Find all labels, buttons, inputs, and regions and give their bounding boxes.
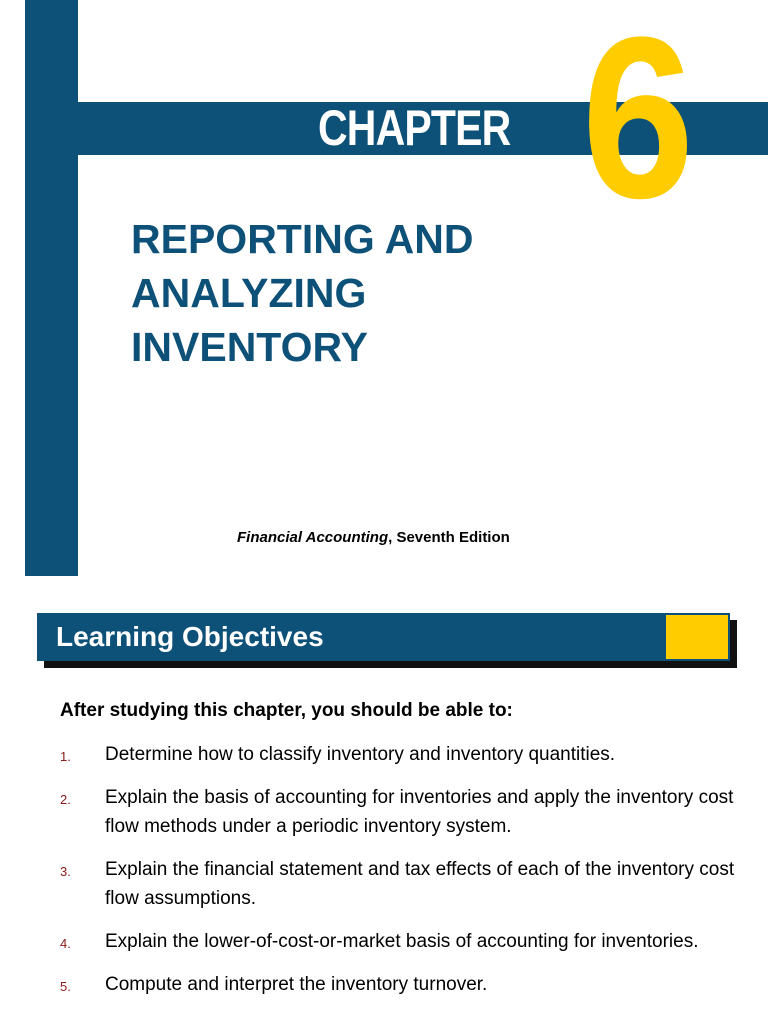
list-item — [60, 740, 750, 769]
objectives-list — [60, 740, 750, 1013]
item-text: Explain the lower-of-cost-or-market basis of accounting for inventories. — [105, 931, 699, 952]
chapter-title-line: INVENTORY — [131, 324, 368, 370]
book-edition-line — [237, 529, 717, 546]
item-number: 1. — [60, 749, 71, 764]
chapter-title-line: REPORTING AND — [131, 216, 474, 262]
list-item — [60, 970, 750, 999]
chapter-title — [131, 212, 731, 374]
list-item — [60, 927, 750, 956]
chapter-title-line: ANALYZING — [131, 270, 367, 316]
objectives-intro: After studying this chapter, you should be able to: — [60, 700, 513, 721]
chapter-number: 6 — [581, 0, 695, 246]
list-item — [60, 783, 750, 841]
item-number: 3. — [60, 864, 71, 879]
book-title: Financial Accounting — [237, 529, 389, 546]
item-text: Determine how to classify inventory and inventory quantities. — [105, 744, 616, 765]
item-text: Compute and interpret the inventory turnover. — [105, 974, 488, 995]
chapter-label: CHAPTER — [318, 100, 511, 156]
learning-objectives-slide — [0, 590, 768, 1024]
item-text: Explain the basis of accounting for inventories and apply the inventory cost flow methods under a periodic inventory system. — [105, 787, 734, 837]
item-text: Explain the financial statement and tax effects of each of the inventory cost flow assumptions. — [105, 859, 735, 909]
vertical-accent-bar — [25, 0, 78, 576]
item-number: 5. — [60, 979, 71, 994]
item-number: 4. — [60, 936, 71, 951]
book-edition: , Seventh Edition — [388, 529, 510, 546]
item-number: 2. — [60, 792, 71, 807]
heading-accent-square — [666, 615, 728, 659]
list-item — [60, 855, 750, 913]
section-heading: Learning Objectives — [56, 621, 324, 652]
